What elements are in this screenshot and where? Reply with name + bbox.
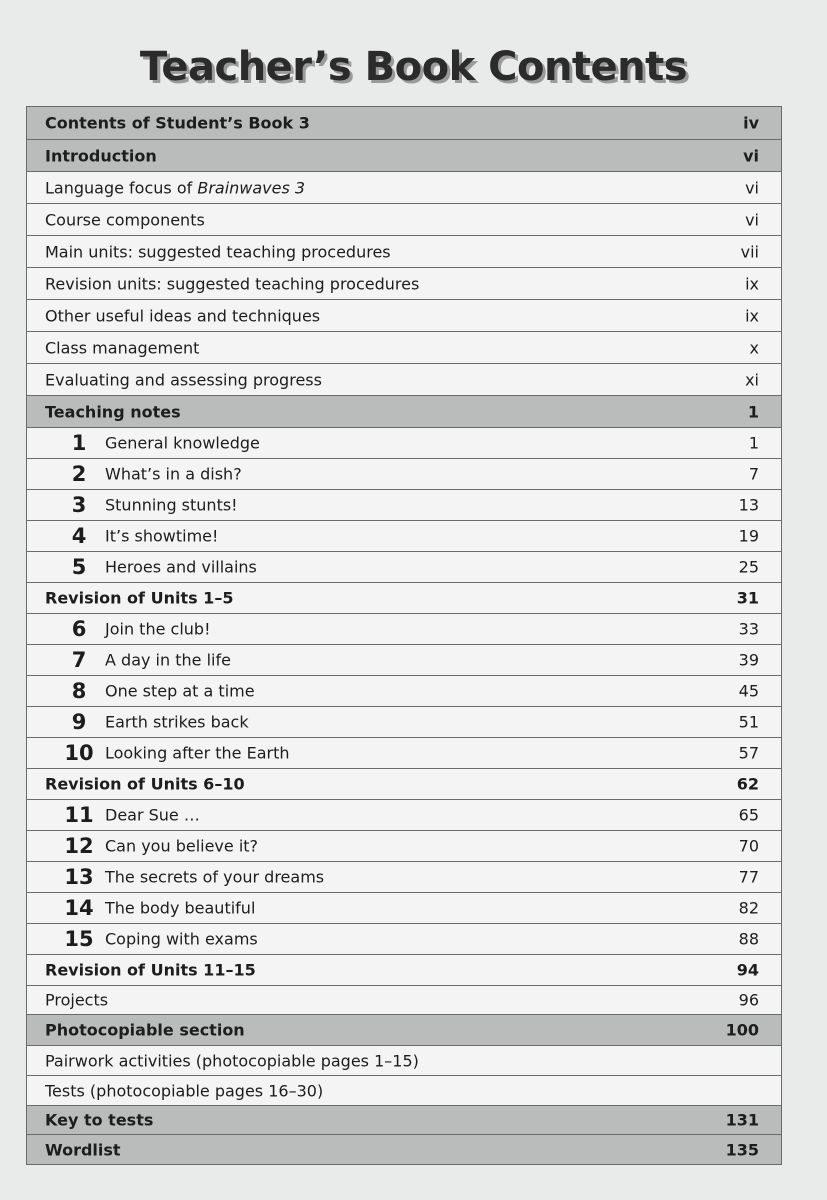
unit-number: 8 [71, 679, 87, 703]
toc-row[interactable] [26, 1135, 782, 1165]
page-number: 96 [738, 990, 759, 1010]
toc-label: Coping with exams [105, 929, 258, 949]
unit-number: 12 [64, 834, 94, 858]
toc-row[interactable] [26, 831, 782, 862]
toc-label [45, 178, 305, 197]
toc-row[interactable] [26, 645, 782, 676]
toc-label: Class management [45, 338, 200, 357]
toc-row[interactable] [26, 552, 782, 583]
toc-row[interactable] [26, 955, 782, 986]
toc-row[interactable] [26, 583, 782, 614]
toc-label: Other useful ideas and techniques [45, 306, 321, 325]
toc-row[interactable] [26, 738, 782, 769]
page-number: vi [745, 178, 759, 197]
unit-number: 15 [64, 927, 94, 951]
toc-label: Photocopiable section [45, 1020, 245, 1040]
unit-number: 6 [71, 617, 87, 641]
toc-row[interactable] [26, 332, 782, 364]
unit-number: 13 [64, 865, 94, 889]
toc-label: Projects [45, 990, 109, 1010]
page-number: 94 [736, 960, 759, 980]
toc-row[interactable] [26, 986, 782, 1015]
toc-row[interactable] [26, 364, 782, 396]
toc-row[interactable] [26, 862, 782, 893]
toc-label: The secrets of your dreams [105, 867, 325, 887]
toc-row[interactable] [26, 1046, 782, 1076]
unit-number: 5 [71, 555, 87, 579]
toc-label: Revision of Units 6–10 [45, 774, 245, 794]
toc-label: Introduction [45, 146, 157, 165]
page-number: 82 [738, 898, 759, 918]
toc-label: Key to tests [45, 1110, 154, 1130]
page-number: 77 [738, 867, 759, 887]
toc-label: Join the club! [105, 619, 211, 639]
page-number: ix [745, 306, 759, 325]
toc-row[interactable] [26, 107, 782, 140]
toc-label: A day in the life [105, 650, 231, 670]
unit-number: 7 [71, 648, 87, 672]
toc-label: Looking after the Earth [105, 743, 290, 763]
toc-row[interactable] [26, 800, 782, 831]
page-number: 135 [725, 1140, 759, 1159]
toc-label: Revision units: suggested teaching procedures [45, 274, 420, 293]
unit-number: 9 [71, 710, 87, 734]
page-number: 33 [738, 619, 759, 639]
page-number: ix [745, 274, 759, 293]
page-number: vi [743, 146, 759, 165]
toc-label: Revision of Units 11–15 [45, 960, 256, 980]
toc-label: Teaching notes [45, 402, 181, 421]
page-number: 62 [736, 774, 759, 794]
toc-row[interactable] [26, 676, 782, 707]
toc-label: Heroes and villains [105, 557, 257, 577]
toc-row[interactable] [26, 300, 782, 332]
toc-label: It’s showtime! [105, 526, 219, 546]
toc-row[interactable] [26, 268, 782, 300]
page-title: Teacher’s Book Contents [139, 44, 688, 90]
toc-row[interactable] [26, 428, 782, 459]
toc-label: Course components [45, 210, 205, 229]
toc-label: Stunning stunts! [105, 495, 238, 515]
page-number: 31 [736, 588, 759, 608]
unit-number: 10 [64, 741, 94, 765]
unit-number: 3 [71, 493, 87, 517]
toc-row[interactable] [26, 204, 782, 236]
page-number: 13 [738, 495, 759, 515]
page-number: 39 [738, 650, 759, 670]
page-number: vii [740, 242, 759, 261]
toc-row[interactable] [26, 459, 782, 490]
toc-row[interactable] [26, 707, 782, 738]
toc-row[interactable] [26, 924, 782, 955]
unit-number: 14 [64, 896, 94, 920]
toc-row[interactable] [26, 893, 782, 924]
toc-label: Dear Sue … [105, 805, 200, 825]
unit-number: 11 [64, 803, 94, 827]
toc-row[interactable] [26, 521, 782, 552]
page-number: 1 [747, 402, 759, 421]
toc-row[interactable] [26, 769, 782, 800]
page-number: 131 [725, 1110, 759, 1130]
page-number: 7 [748, 464, 759, 484]
page-number: iv [743, 113, 759, 133]
toc-label: General knowledge [105, 433, 260, 453]
toc-label: Evaluating and assessing progress [45, 370, 322, 389]
unit-number: 2 [71, 462, 87, 486]
page-number: 45 [738, 681, 759, 701]
toc-label: Main units: suggested teaching procedures [45, 242, 391, 261]
toc-row[interactable] [26, 172, 782, 204]
page-number: x [749, 338, 759, 357]
toc-label: Pairwork activities (photocopiable pages 1–15) [45, 1051, 419, 1070]
page-number: 65 [738, 805, 759, 825]
toc-label: Tests (photocopiable pages 16–30) [45, 1081, 324, 1100]
toc-label: What’s in a dish? [105, 464, 242, 484]
toc-row[interactable] [26, 140, 782, 172]
toc-label-book-title: Brainwaves 3 [197, 178, 306, 197]
toc-label-prefix: Language focus of [45, 178, 198, 197]
toc-row[interactable] [26, 236, 782, 268]
page-number: 100 [725, 1020, 759, 1040]
toc-label: Wordlist [45, 1140, 121, 1159]
toc-row[interactable] [26, 1015, 782, 1046]
page-number: 70 [738, 836, 759, 856]
contents-table [26, 106, 782, 1165]
toc-row[interactable] [26, 614, 782, 645]
toc-row[interactable] [26, 396, 782, 428]
page-number: 19 [738, 526, 759, 546]
toc-label: The body beautiful [105, 898, 256, 918]
toc-label: Revision of Units 1–5 [45, 588, 234, 608]
page-number: 57 [738, 743, 759, 763]
toc-label: Contents of Student’s Book 3 [45, 113, 310, 133]
toc-label: Can you believe it? [105, 836, 259, 856]
unit-number: 4 [71, 524, 87, 548]
toc-row[interactable] [26, 490, 782, 521]
page-number: 51 [738, 712, 759, 732]
page-number: 1 [748, 433, 759, 453]
toc-label: One step at a time [105, 681, 255, 701]
toc-label: Earth strikes back [105, 712, 249, 732]
page-number: vi [745, 210, 759, 229]
toc-row[interactable] [26, 1076, 782, 1106]
page-number: 25 [738, 557, 759, 577]
unit-number: 1 [71, 431, 87, 455]
page-number: xi [745, 370, 759, 389]
toc-row[interactable] [26, 1106, 782, 1135]
page-number: 88 [738, 929, 759, 949]
